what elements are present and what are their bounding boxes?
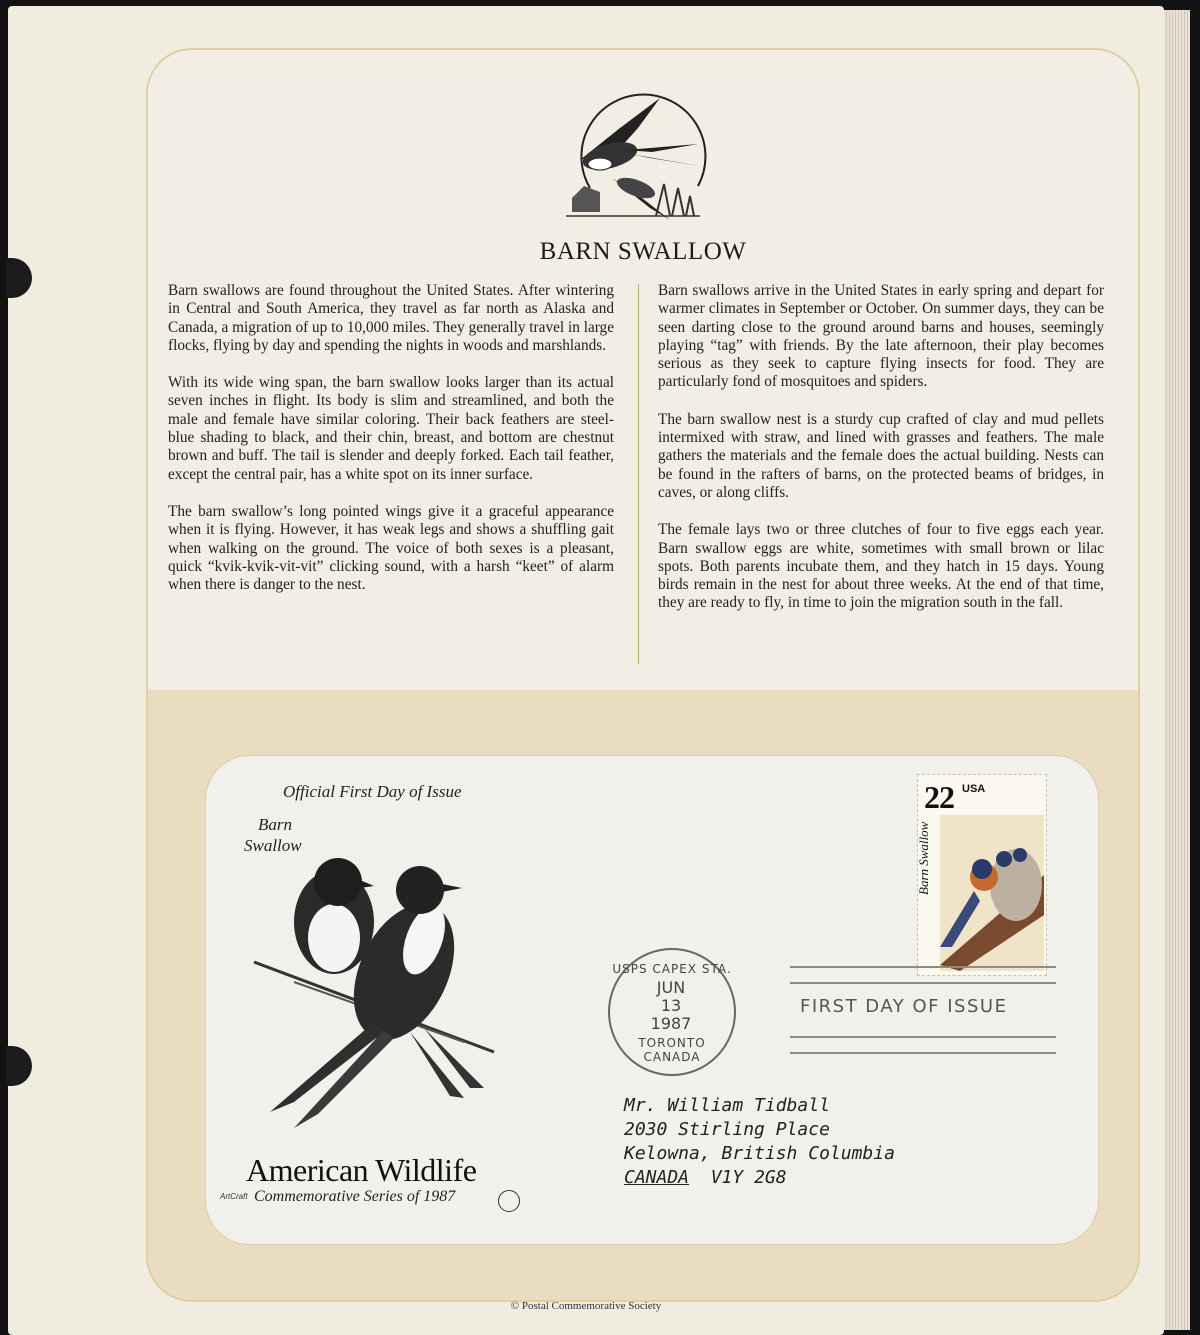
article-column-left xyxy=(168,282,614,613)
binder-hole xyxy=(6,258,32,298)
copyright-footer: © Postal Commemorative Society xyxy=(510,1300,662,1312)
address-line: 2030 Stirling Place xyxy=(624,1119,830,1140)
series-subtitle: Commemorative Series of 1987 xyxy=(254,1188,456,1205)
postmark-month: JUN xyxy=(656,978,686,997)
official-first-day-label: Official First Day of Issue xyxy=(283,782,462,801)
cancel-slogan: FIRST DAY OF ISSUE xyxy=(800,996,1008,1017)
stamp-name: Barn Swallow xyxy=(916,821,931,895)
address-line: Mr. William Tidball xyxy=(624,1095,830,1116)
page-stack-edge xyxy=(1164,10,1190,1330)
publisher-logo: ArtCraft xyxy=(220,1192,248,1201)
postmark-day: 13 xyxy=(660,996,682,1015)
article-column-right xyxy=(658,282,1104,632)
stamp-swallow-art xyxy=(940,815,1044,971)
paragraph: The female lays two or three clutches of four to five eggs each year. Barn swallow eggs are white, sometimes with small brown or lilac spots. Both parents incubate them, and they hatch in 15 days. Young birds remain in the nest for about three weeks. At the end of that time, they are ready to fly, in time to join the migration south in the fall. xyxy=(658,521,1104,612)
swallow-illustration xyxy=(234,852,534,1142)
paragraph: Barn swallows are found throughout the United States. After wintering in Central and South America, they travel as far north as Alaska and Canada, a migration of up to 10,000 miles. They generally travel in large flocks, flying by day and spending the nights in woods and marshlands. xyxy=(168,282,614,354)
paragraph: The barn swallow’s long pointed wings give it a graceful appearance when it is flying. However, it has weak legs and shows a shuffling gait when walking on the ground. The voice of both sexes is a pleasant, quick “kvik-kvik-vit-vit” clicking sound, with a harsh “keet” of alarm when there is danger to the nest. xyxy=(168,502,614,594)
postmark-station: USPS CAPEX STA. xyxy=(612,962,732,976)
binder-hole xyxy=(6,1046,32,1086)
column-divider xyxy=(638,284,639,664)
postmark-city: TORONTO CANADA xyxy=(638,1036,706,1064)
cachet-bird-name xyxy=(244,814,302,856)
postage-stamp xyxy=(917,774,1047,976)
address-line: Kelowna, British Columbia xyxy=(624,1143,895,1164)
stamp-denomination: 22 xyxy=(924,779,954,815)
first-day-cover xyxy=(206,756,1098,1244)
cancel-line xyxy=(790,966,1056,968)
society-seal-icon xyxy=(498,1190,520,1212)
address-postal-code: V1Y 2G8 xyxy=(710,1167,787,1188)
cancel-line xyxy=(790,1036,1056,1038)
cachet-name-line: Swallow xyxy=(244,836,302,855)
album-page xyxy=(8,6,1164,1335)
cancel-line xyxy=(790,982,1056,984)
series-title: American Wildlife xyxy=(246,1152,477,1188)
page-frame xyxy=(146,48,1140,1302)
postmark xyxy=(608,948,736,1076)
article-title: BARN SWALLOW xyxy=(539,238,747,265)
barn-swallow-emblem xyxy=(560,88,710,228)
cachet-name-line: Barn xyxy=(258,815,292,834)
stamp-country: USA xyxy=(962,783,986,795)
mailing-address xyxy=(624,1094,895,1190)
postmark-year: 1987 xyxy=(650,1014,692,1033)
cancel-line xyxy=(790,1052,1056,1054)
article-panel xyxy=(148,50,1138,690)
paragraph: The barn swallow nest is a sturdy cup crafted of clay and mud pellets intermixed with straw, and lined with grasses and feathers. The male gathers the materials and the female does the actual building. Nests can be found in the rafters of barns, on the protected beams of bridges, in caves, or along cliffs. xyxy=(658,410,1104,501)
paragraph: Barn swallows arrive in the United States in early spring and depart for warmer climates in September or October. On summer days, they can be seen darting close to the ground around barns and houses, seemingly playing “tag” with friends. By the late afternoon, their play becomes serious as they seek to capture flying insects for food. They are particularly fond of mosquitoes and spiders. xyxy=(658,282,1104,391)
address-country: CANADA xyxy=(624,1167,690,1188)
address-line xyxy=(624,1166,895,1190)
paragraph: With its wide wing span, the barn swallow looks larger than its actual seven inches in flight. Its body is slim and streamlined, and both the male and female have similar coloring. Their back feathers are steel-blue shading to black, and their chin, breast, and bottom are chestnut brown and buff. The tail is slender and deeply forked. Each tail feather, except the central pair, has a white spot on its inner surface. xyxy=(168,374,614,483)
